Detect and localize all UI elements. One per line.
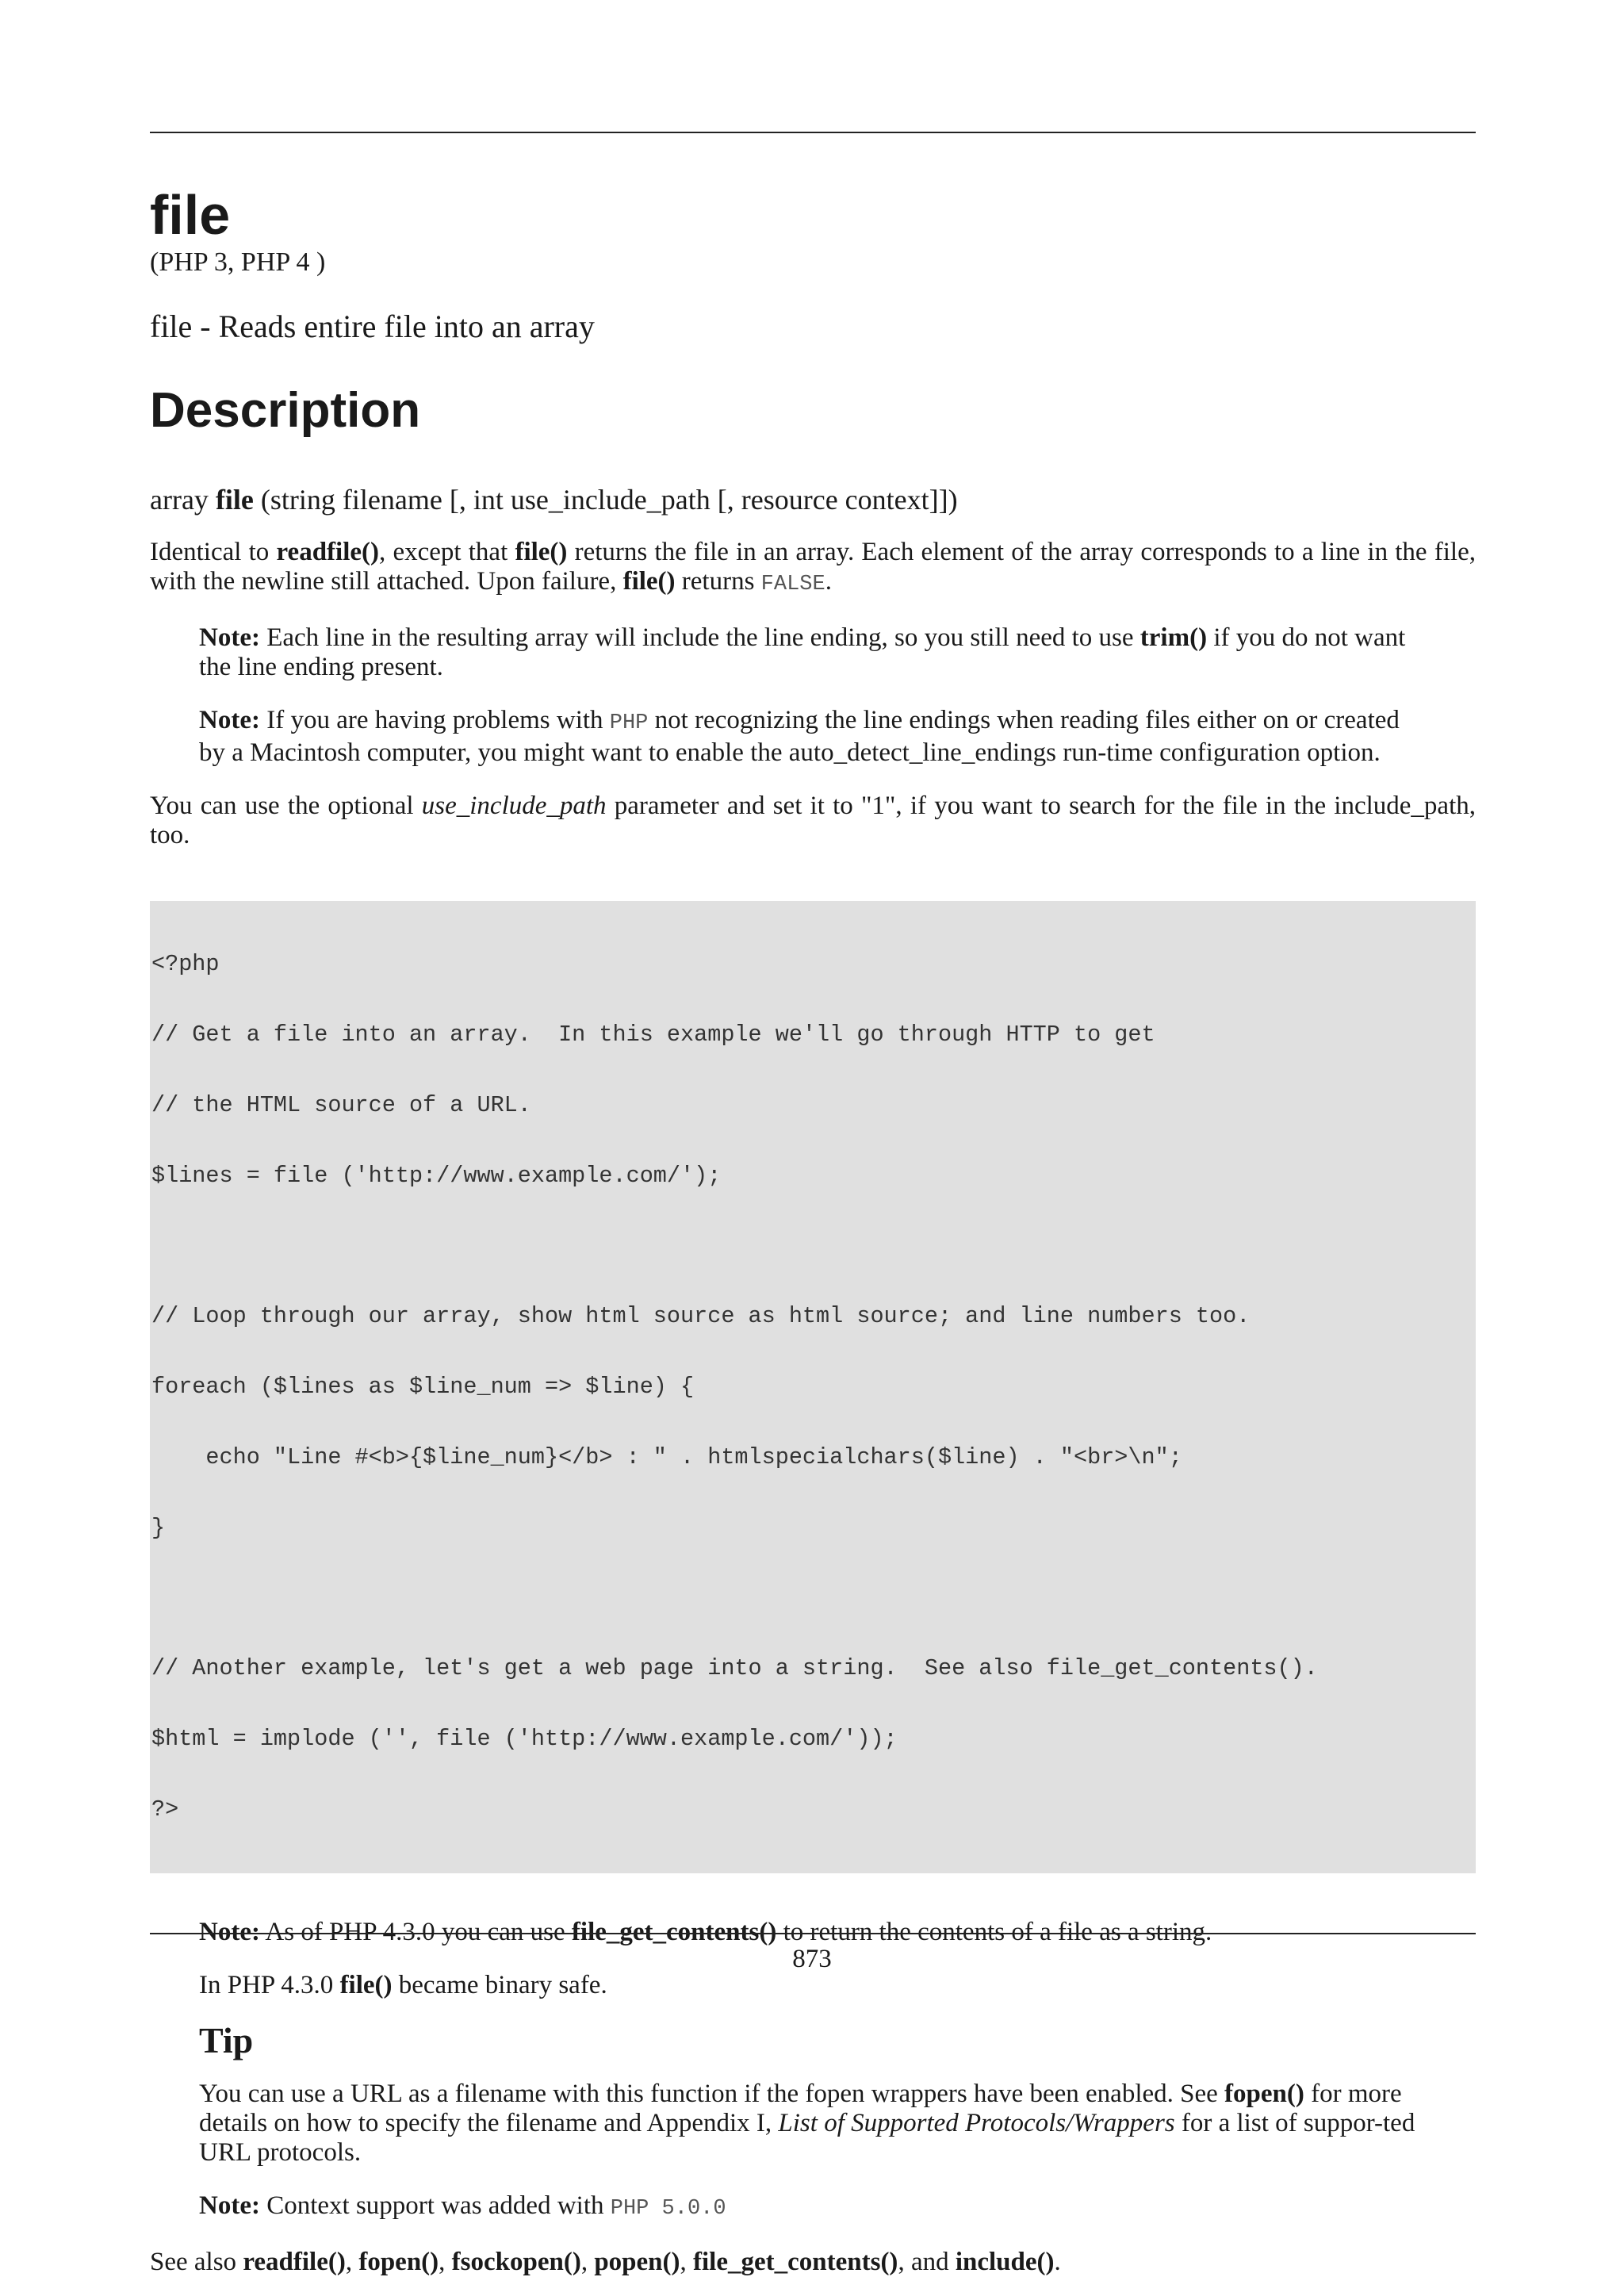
description-heading: Description xyxy=(150,383,421,438)
function-ref-file: file() xyxy=(515,538,568,567)
link-popen: popen() xyxy=(594,2248,680,2277)
code-line xyxy=(151,1586,1476,1610)
link-file-get-contents: file_get_contents() xyxy=(571,1917,777,1946)
php-version-constant: PHP 5.0.0 xyxy=(610,2197,726,2221)
code-example xyxy=(150,901,1476,1873)
link-readfile: readfile() xyxy=(276,538,380,567)
code-line: <?php xyxy=(151,951,220,978)
synopsis-params: (string filename [, int use_include_path [, resource context]]) xyxy=(260,484,958,516)
description-paragraph: Identical to readfile(), except that file() returns the file in an array. Each element of the array corresponds to a line in the file, with the newline still attached. Upon failure, file() returns FALSE. xyxy=(150,538,1476,597)
code-line: ?> xyxy=(151,1796,179,1823)
link-readfile: readfile() xyxy=(243,2248,346,2277)
function-purpose: file - Reads entire file into an array xyxy=(150,309,595,344)
note-label: Note: xyxy=(199,623,260,653)
header-divider xyxy=(150,132,1476,133)
function-synopsis xyxy=(150,482,1476,517)
code-line: // the HTML source of a URL. xyxy=(151,1091,531,1118)
code-line: // Another example, let's get a web page into a string. See also file_get_contents(). xyxy=(151,1655,1318,1682)
binary-safe-note: In PHP 4.3.0 file() became binary safe. xyxy=(199,1970,607,1999)
note-file-get-contents: Note: As of PHP 4.3.0 you can use file_get_contents() to return the contents of a file as a string. xyxy=(199,1917,1212,1946)
link-fsockopen: fsockopen() xyxy=(451,2248,581,2277)
code-line: foreach ($lines as $line_num => $line) { xyxy=(151,1374,695,1401)
code-line xyxy=(151,1235,1476,1259)
code-line: } xyxy=(151,1514,166,1541)
tip-paragraph: You can use a URL as a filename with this function if the fopen wrappers have been enabled. See fopen() for more details on how to specify the filename and Appendix I, List of Supported Protocols/Wrappers for a list of suppor-ted URL protocols. xyxy=(199,2080,1415,2168)
link-fopen: fopen() xyxy=(1224,2080,1304,2109)
constant-false: FALSE xyxy=(760,573,825,597)
tip-heading: Tip xyxy=(199,2019,254,2060)
php-versions: (PHP 3, PHP 4 ) xyxy=(150,247,326,277)
code-line: // Loop through our array, show html source as html source; and line numbers too. xyxy=(151,1303,1251,1330)
include-path-paragraph: You can use the optional use_include_path parameter and set it to "1", if you want to search for the file in the include_path, too. xyxy=(150,792,1476,850)
code-line: $lines = file ('http://www.example.com/'); xyxy=(151,1162,722,1189)
link-trim: trim() xyxy=(1139,623,1208,653)
note-macintosh: Note: If you are having problems with PHP not recognizing the line endings when reading files either on or created by a Macintosh computer, you might want to enable the auto_detect_line_endings run-time configuration option. xyxy=(199,706,1400,768)
see-also-paragraph: See also readfile(), fopen(), fsockopen(), popen(), file_get_contents(), and include(). xyxy=(150,2248,1061,2277)
code-line: // Get a file into an array. In this example we'll go through HTTP to get xyxy=(151,1022,1155,1048)
code-line: $html = implode ('', file ('http://www.example.com/')); xyxy=(151,1725,898,1752)
synopsis-return-type: array xyxy=(150,484,209,516)
acronym-php: PHP xyxy=(609,711,649,736)
link-include: include() xyxy=(955,2248,1055,2277)
code-line: echo "Line #<b>{$line_num}</b> : " . htmlspecialchars($line) . "<br>\n"; xyxy=(151,1443,1182,1470)
parameter-use-include-path: use_include_path xyxy=(421,792,607,821)
footer-divider xyxy=(150,1933,1476,1934)
link-file-get-contents: file_get_contents() xyxy=(693,2248,898,2277)
function-title: file xyxy=(150,184,231,246)
note-context-support: Note: Context support was added with PHP 5.0.0 xyxy=(199,2191,726,2221)
note-label: Note: xyxy=(199,2191,260,2221)
function-ref-file: file() xyxy=(622,567,676,596)
note-label: Note: xyxy=(199,1917,260,1946)
note-line-ending: Note: Each line in the resulting array will include the line ending, so you still need to use trim() if you do not want the line ending present. xyxy=(199,623,1406,682)
link-fopen: fopen() xyxy=(358,2248,439,2277)
link-supported-protocols: List of Supported Protocols/Wrappers xyxy=(778,2109,1175,2138)
function-ref-file: file() xyxy=(339,1970,393,1999)
page-number: 873 xyxy=(792,1945,832,1973)
note-label: Note: xyxy=(199,706,260,735)
synopsis-function-name: file xyxy=(215,484,254,516)
